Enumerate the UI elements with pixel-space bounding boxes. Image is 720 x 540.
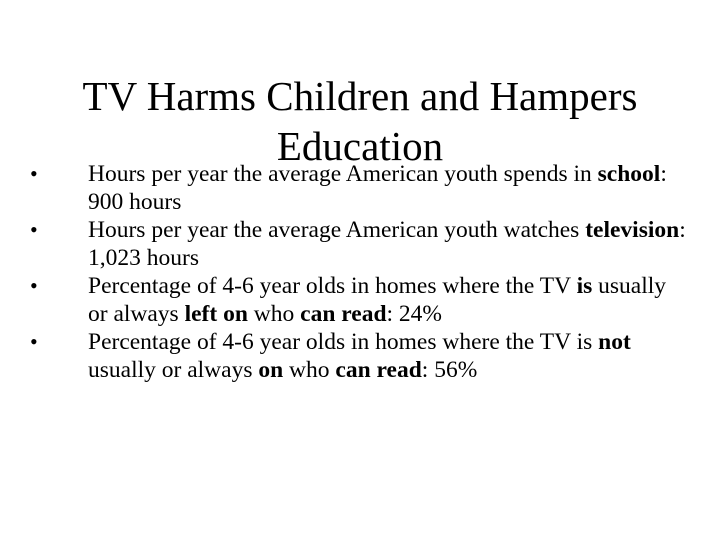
bullet-icon: • bbox=[30, 329, 38, 354]
bullet-text-run: Percentage of 4-6 year olds in homes where the TV bbox=[88, 273, 577, 299]
bullet-text-bold: can read bbox=[335, 357, 422, 383]
bullet-text-run: usually or always bbox=[88, 357, 259, 383]
bullet-text-bold: on bbox=[258, 357, 284, 383]
bullet-text-run: Hours per year the average American youth watches bbox=[88, 217, 586, 243]
bullet-text-run: : 24% bbox=[386, 301, 443, 327]
slide-title-line-1: TV Harms Children and Hampers bbox=[82, 73, 638, 120]
bullet-text-bold: not bbox=[598, 329, 631, 355]
bullet-item bbox=[30, 328, 690, 384]
bullet-text bbox=[88, 217, 686, 271]
bullet-text-bold: can read bbox=[300, 301, 387, 327]
slide-title-line-2: Education bbox=[276, 123, 444, 170]
bullet-text-run: Percentage of 4-6 year olds in homes where the TV is bbox=[88, 329, 599, 355]
bullet-text-run: who bbox=[283, 357, 336, 383]
bullet-text-run: who bbox=[247, 301, 301, 327]
bullet-text-bold: television bbox=[585, 217, 680, 243]
bullet-icon: • bbox=[30, 217, 38, 242]
bullet-text bbox=[88, 161, 667, 215]
bullet-icon: • bbox=[30, 273, 38, 298]
bullet-text bbox=[88, 329, 631, 383]
bullet-item bbox=[30, 272, 690, 328]
bullet-icon: • bbox=[30, 161, 38, 186]
bullet-text bbox=[88, 273, 666, 327]
bullet-text-bold: school bbox=[597, 161, 661, 187]
bullet-text-run: usually or always bbox=[88, 273, 667, 327]
bullet-list bbox=[30, 160, 690, 384]
bullet-text-run: Hours per year the average American youth spends in bbox=[88, 161, 598, 187]
bullet-text-run: : 1,023 hours bbox=[88, 217, 686, 271]
slide-title bbox=[30, 71, 690, 171]
bullet-text-bold: is bbox=[576, 273, 593, 299]
bullet-text-bold: left on bbox=[184, 301, 248, 327]
bullet-item bbox=[30, 216, 690, 272]
bullet-text-run: : 900 hours bbox=[88, 161, 667, 215]
bullet-item bbox=[30, 160, 690, 216]
bullet-text-run: : 56% bbox=[421, 357, 478, 383]
